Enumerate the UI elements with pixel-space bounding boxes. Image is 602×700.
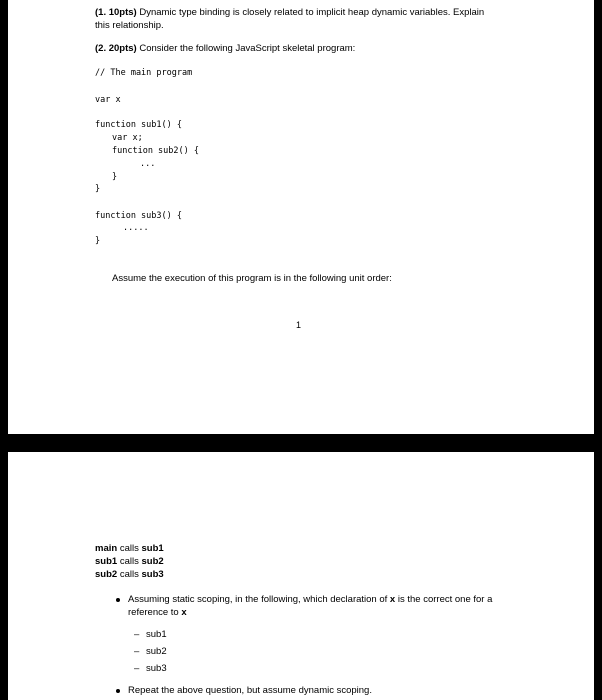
question-1-text: Dynamic type binding is closely related to implicit heap dynamic variables. Explain: [136, 7, 485, 18]
code-function-sub3: function sub3() {: [95, 211, 182, 221]
dash-icon: –: [134, 629, 140, 640]
call-caller: sub1: [95, 556, 118, 567]
call-line-2: [95, 555, 164, 568]
code-sub3-body: .....: [123, 223, 149, 233]
dash-icon: –: [134, 663, 140, 674]
call-caller: main: [95, 543, 118, 554]
call-caller: sub2: [95, 569, 118, 580]
option-sub2: sub2: [146, 646, 167, 657]
bullet-1-line-2: [128, 606, 187, 619]
call-callee: sub1: [141, 543, 164, 554]
question-1-label: (1. 10pts): [95, 7, 137, 18]
bullet-1-text: Assuming static scoping, in the following, which declaration of: [128, 594, 390, 605]
call-verb: calls: [117, 543, 142, 554]
question-2-label: (2. 20pts): [95, 43, 137, 54]
question-2-text: Consider the following JavaScript skeletal program:: [136, 43, 356, 54]
dash-icon: –: [134, 646, 140, 657]
code-close-sub1: }: [95, 184, 101, 194]
call-callee: sub2: [141, 556, 164, 567]
bullet-icon: [116, 598, 120, 602]
bullet-1-line-1: [128, 593, 492, 606]
call-verb: calls: [117, 569, 142, 580]
variable-x: x: [181, 607, 187, 618]
code-comment: // The main program: [95, 68, 193, 78]
question-1-line-2: this relationship.: [95, 20, 164, 31]
call-callee: sub3: [141, 569, 164, 580]
option-sub1: sub1: [146, 629, 167, 640]
code-close-sub2: }: [112, 172, 118, 182]
code-sub2-body: ...: [140, 159, 156, 169]
document-page-2: [8, 452, 594, 700]
question-2-line: [95, 42, 355, 55]
page-number: 1: [296, 320, 302, 330]
code-function-sub1: function sub1() {: [95, 120, 182, 130]
call-line-3: [95, 568, 164, 581]
code-close-sub3: }: [95, 236, 101, 246]
code-function-sub2: function sub2() {: [112, 146, 199, 156]
bullet-icon: [116, 689, 120, 693]
call-line-1: [95, 542, 164, 555]
code-var-x: var x: [95, 95, 121, 105]
call-verb: calls: [117, 556, 142, 567]
code-sub1-var-x: var x;: [112, 133, 143, 143]
option-sub3: sub3: [146, 663, 167, 674]
bullet-2-text: Repeat the above question, but assume dynamic scoping.: [128, 685, 372, 696]
document-page-1: [8, 0, 594, 434]
variable-x: x: [389, 594, 396, 605]
bullet-1-text-end: is the correct one for a: [395, 594, 493, 605]
bullet-1-text-2: reference to: [128, 607, 182, 618]
execution-order-text: Assume the execution of this program is in the following unit order:: [112, 273, 392, 284]
question-1-line-1: [95, 6, 484, 19]
